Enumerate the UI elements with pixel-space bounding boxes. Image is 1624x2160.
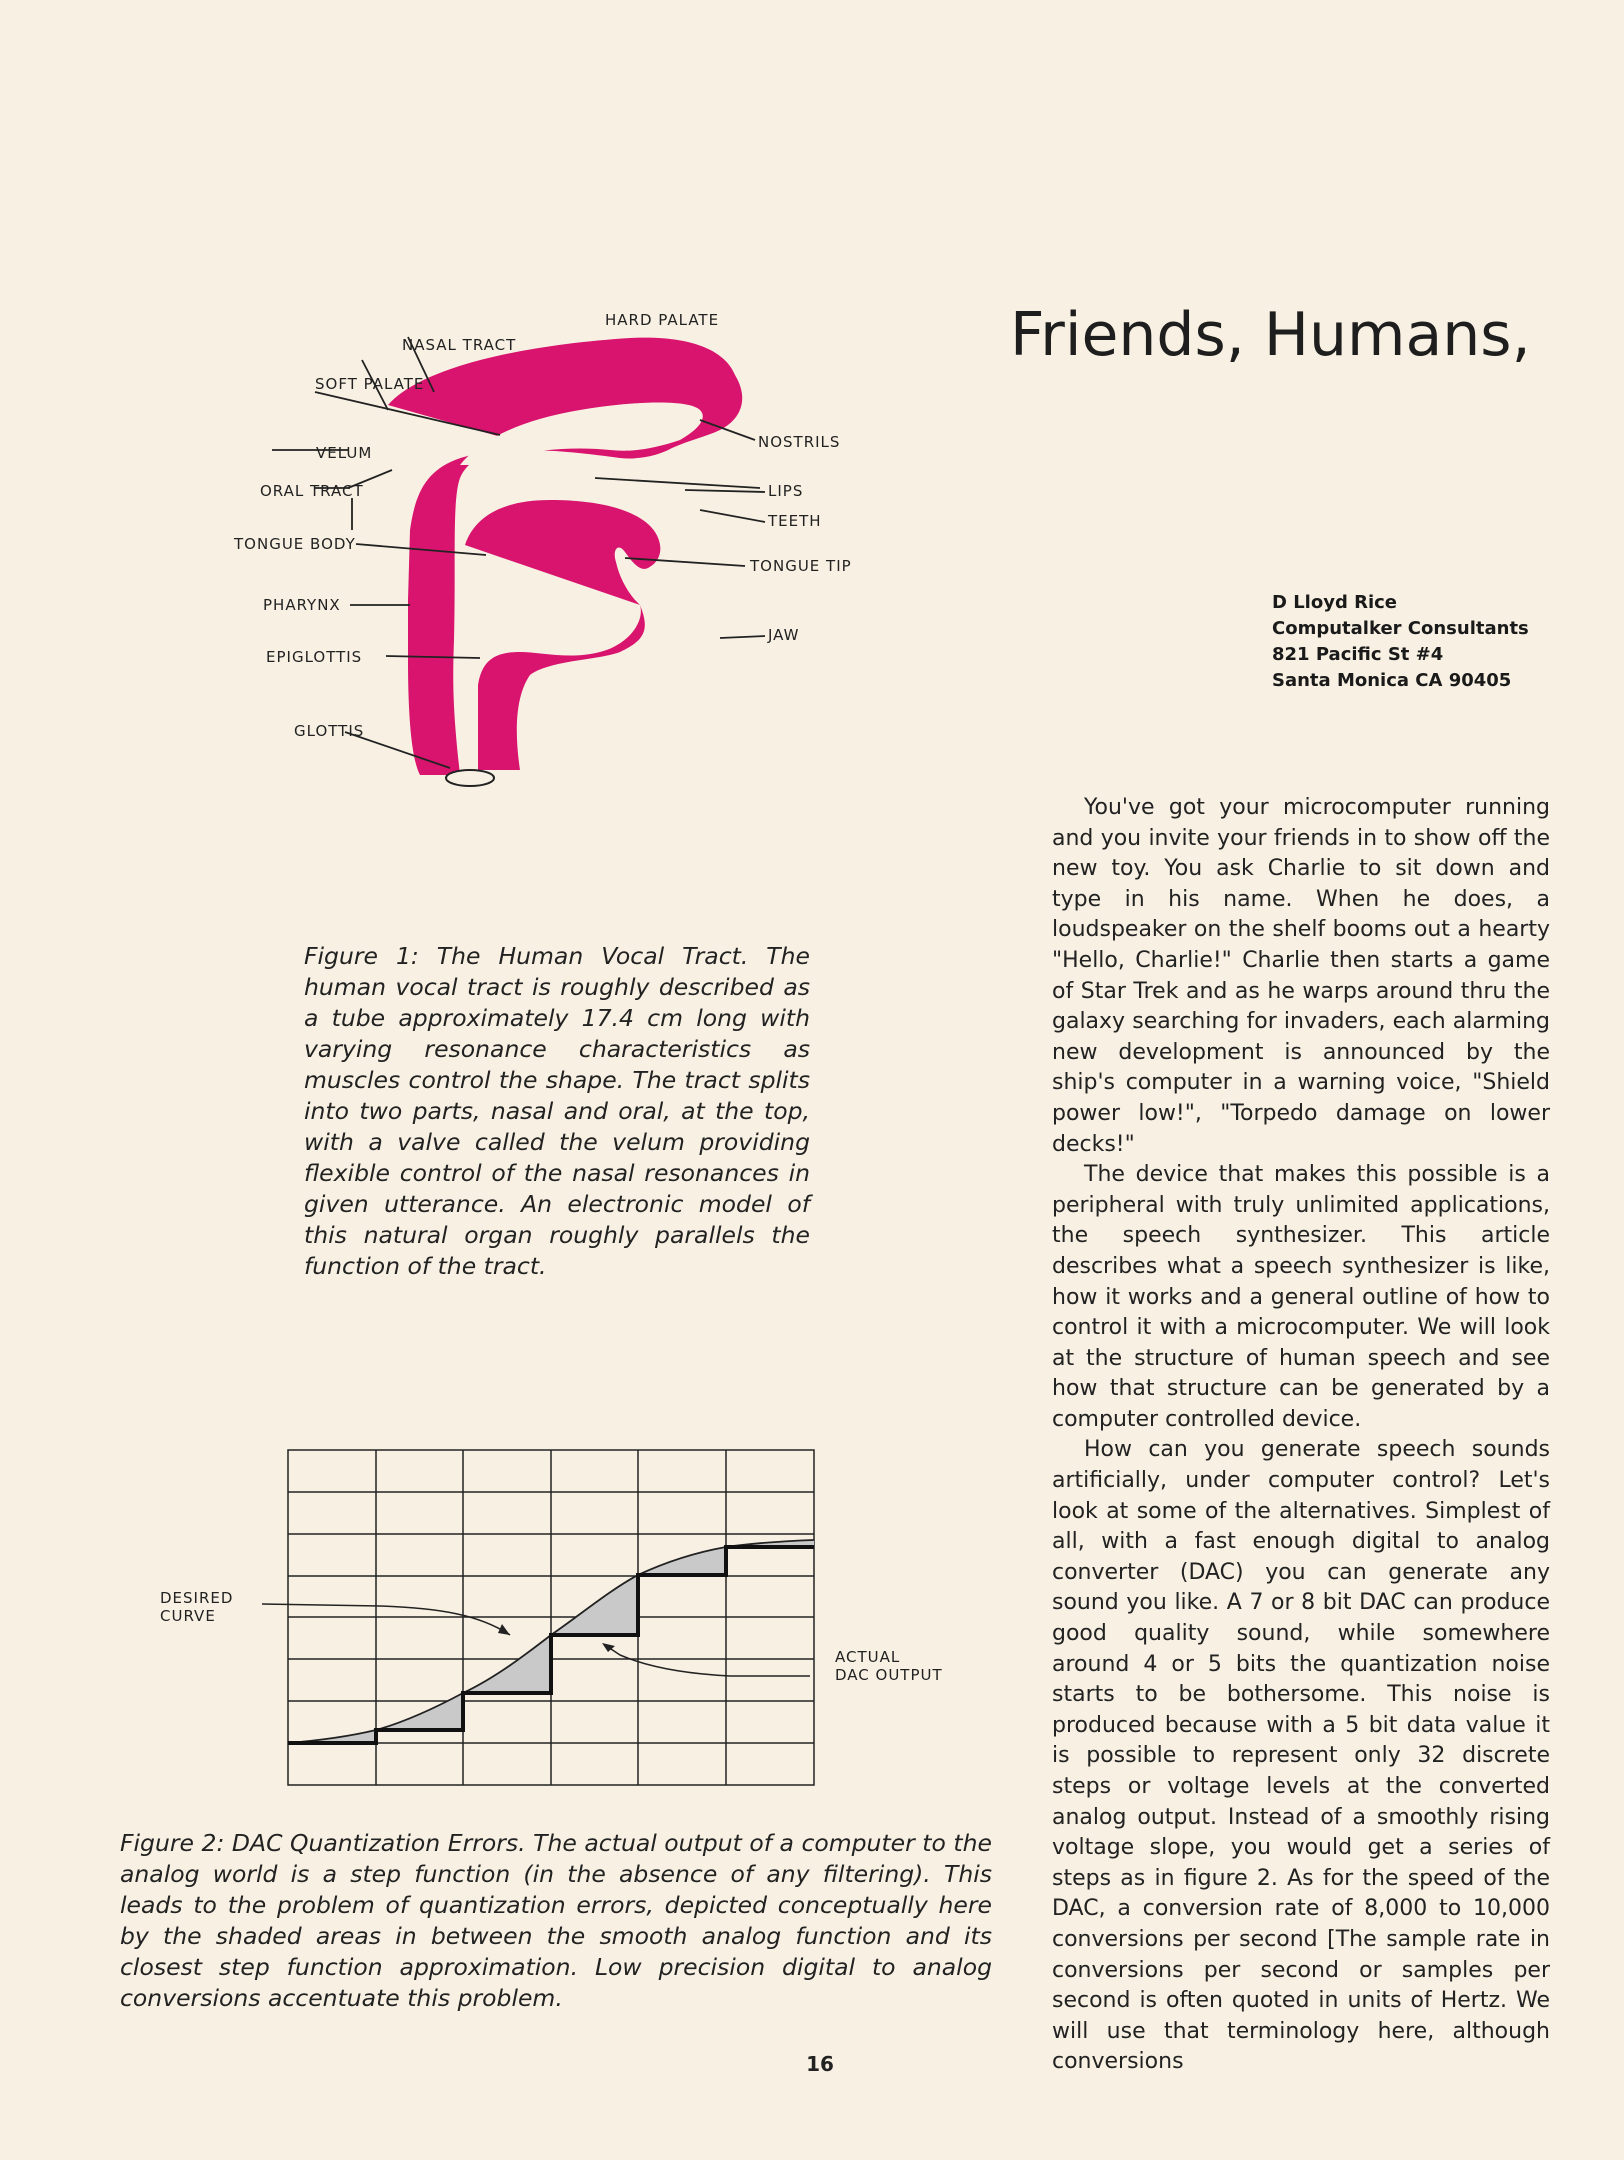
page-number: 16 [806, 2052, 834, 2076]
label-actual: ACTUAL [835, 1648, 901, 1666]
label-oral-tract: ORAL TRACT [260, 482, 364, 500]
label-jaw: JAW [768, 626, 800, 644]
label-tongue-body: TONGUE BODY [234, 535, 356, 553]
label-glottis: GLOTTIS [294, 722, 365, 740]
label-curve: CURVE [160, 1607, 216, 1625]
glottis-shape [446, 770, 494, 786]
label-soft-palate: SOFT PALATE [315, 375, 425, 393]
label-epiglottis: EPIGLOTTIS [266, 648, 363, 666]
label-pharynx: PHARYNX [263, 596, 341, 614]
body-paragraph-2: The device that makes this possible is a peripheral with truly unlimited applications, the speech synthesizer. This article describes what a speech synthesizer is like, how it works and a general outline of how to control it with a microcomputer. We will look at the structure of human speech and see how that structure can be generated by a computer controlled device. [1052, 1162, 1550, 1432]
tongue-shape [465, 500, 660, 770]
author-address: 821 Pacific St #4 [1272, 644, 1444, 665]
body-paragraph-3: How can you generate speech sounds artificially, under computer control? Let's look at some of the alternatives. Simplest of all, with a fast enough digital to analog converter (DAC) you can generate any sound you like. A 7 or 8 bit DAC can produce good quality sound, while somewhere around 4 or 5 bits the quantization noise starts to be bothersome. This noise is produced because with a 5 bit data value it is possible to represent only 32 discrete steps or voltage levels at the converted analog output. Instead of a smoothly rising voltage slope, you would get a series of steps as in figure 2. As for the speed of the DAC, a conversion rate of 8,000 to 10,000 conversions per second [The sample rate in conversions per second or samples per second is often quoted in units of Hertz. We will use that terminology here, although conversions [1052, 1437, 1550, 2075]
label-teeth: TEETH [768, 512, 822, 530]
label-nostrils: NOSTRILS [758, 433, 841, 451]
vocal-tract-figure [220, 300, 880, 800]
label-dac-output: DAC OUTPUT [835, 1666, 943, 1684]
dac-quantization-figure [150, 1440, 970, 1790]
label-tongue-tip: TONGUE TIP [750, 557, 852, 575]
label-nasal-tract: NASAL TRACT [402, 336, 517, 354]
label-velum: VELUM [316, 444, 373, 462]
author-company: Computalker Consultants [1272, 618, 1529, 639]
label-desired: DESIRED [160, 1589, 234, 1607]
figure-1-caption: Figure 1: The Human Vocal Tract. The human vocal tract is roughly described as a tube approximately 17.4 cm long with varying resonance characteristics as muscles control the shape. The tract splits into two parts, nasal and oral, at the top, with a valve called the velum providing flexible control of the nasal resonances in given utterance. An electronic model of this natural organ roughly parallels the function of the tract. [304, 942, 810, 1280]
figure-2-caption: Figure 2: DAC Quantization Errors. The actual output of a computer to the analog world is a step function (in the absence of any filtering). This leads to the problem of quantization errors, depicted conceptually here by the shaded areas in between the smooth analog function and its closest step function approximation. Low precision digital to analog conversions accentuate this problem. [120, 1829, 992, 2012]
article-title: Friends, Humans, [1010, 300, 1531, 370]
author-city: Santa Monica CA 90405 [1272, 670, 1512, 691]
author-block [1272, 590, 1572, 694]
article-body [1052, 793, 1550, 2078]
label-hard-palate: HARD PALATE [605, 311, 720, 329]
body-paragraph-1: You've got your microcomputer running and you invite your friends in to show off the new toy. You ask Charlie to sit down and type in his name. When he does, a loudspeaker on the shelf booms out a hearty "Hello, Charlie!" Charlie then starts a game of Star Trek and as he warps around thru the galaxy searching for invaders, each alarming new development is announced by the ship's computer in a warning voice, "Shield power low!", "Torpedo damage on lower decks!" [1052, 795, 1550, 1157]
author-name: D Lloyd Rice [1272, 592, 1398, 613]
label-lips: LIPS [768, 482, 804, 500]
